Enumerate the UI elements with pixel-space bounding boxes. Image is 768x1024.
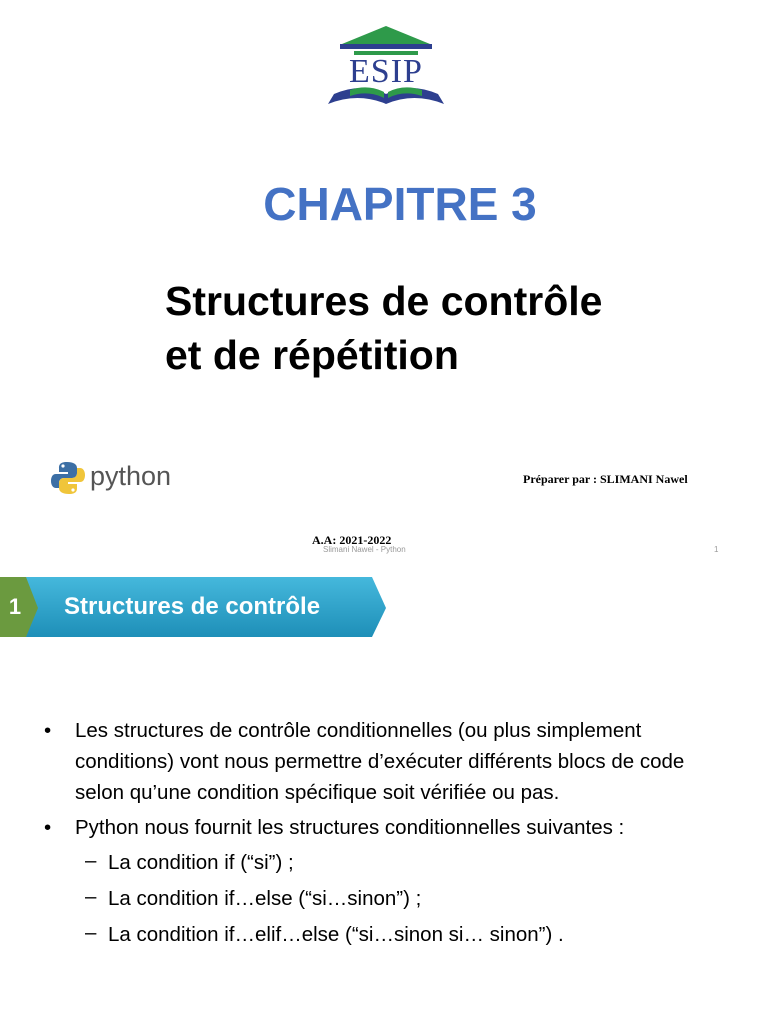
content-slide bbox=[0, 565, 768, 1024]
sub-list-item bbox=[44, 883, 734, 914]
slide-footer: Slimani Nawel - Python bbox=[323, 545, 406, 554]
python-logo bbox=[50, 456, 180, 500]
python-logo-text: python bbox=[90, 461, 172, 491]
sub-list-item bbox=[44, 919, 734, 950]
dash-icon: – bbox=[85, 921, 97, 944]
esip-logo bbox=[328, 24, 444, 108]
section-title: Structures de contrôle bbox=[64, 593, 321, 620]
logo-text: ESIP bbox=[349, 53, 423, 90]
slide-subtitle bbox=[165, 274, 725, 382]
bullet-text: Python nous fournit les structures conditionnelles suivantes : bbox=[75, 816, 625, 839]
python-snake-icon bbox=[50, 460, 86, 496]
sub-list-item bbox=[44, 847, 734, 878]
subtitle-line-1: Structures de contrôle bbox=[165, 278, 603, 324]
sub-item-text: La condition if…elif…else (“si…sinon si… sinon”) . bbox=[108, 923, 564, 946]
bullet-icon: • bbox=[44, 719, 52, 742]
slide-number: 1 bbox=[714, 545, 719, 554]
sub-item-text: La condition if…else (“si…sinon”) ; bbox=[108, 887, 422, 910]
list-item bbox=[44, 812, 734, 843]
section-header bbox=[0, 575, 390, 639]
list-item bbox=[44, 715, 734, 808]
bullet-text: Les structures de contrôle conditionnelles (ou plus simplement conditions) vont nous permettre d’exécuter différents blocs de code selon qu’une condition spécifique soit vérifiée ou pas. bbox=[75, 719, 685, 804]
slide-content bbox=[44, 715, 734, 955]
academic-year: A.A: 2021-2022 bbox=[312, 533, 392, 547]
bullet-icon: • bbox=[44, 816, 52, 839]
dash-icon: – bbox=[85, 885, 97, 908]
subtitle-line-2: et de répétition bbox=[165, 332, 459, 378]
dash-icon: – bbox=[85, 849, 97, 872]
section-number: 1 bbox=[8, 594, 22, 619]
sub-item-text: La condition if (“si”) ; bbox=[108, 851, 294, 874]
chapter-title: CHAPITRE 3 bbox=[263, 178, 537, 230]
author-line: Préparer par : SLIMANI Nawel bbox=[523, 472, 688, 486]
